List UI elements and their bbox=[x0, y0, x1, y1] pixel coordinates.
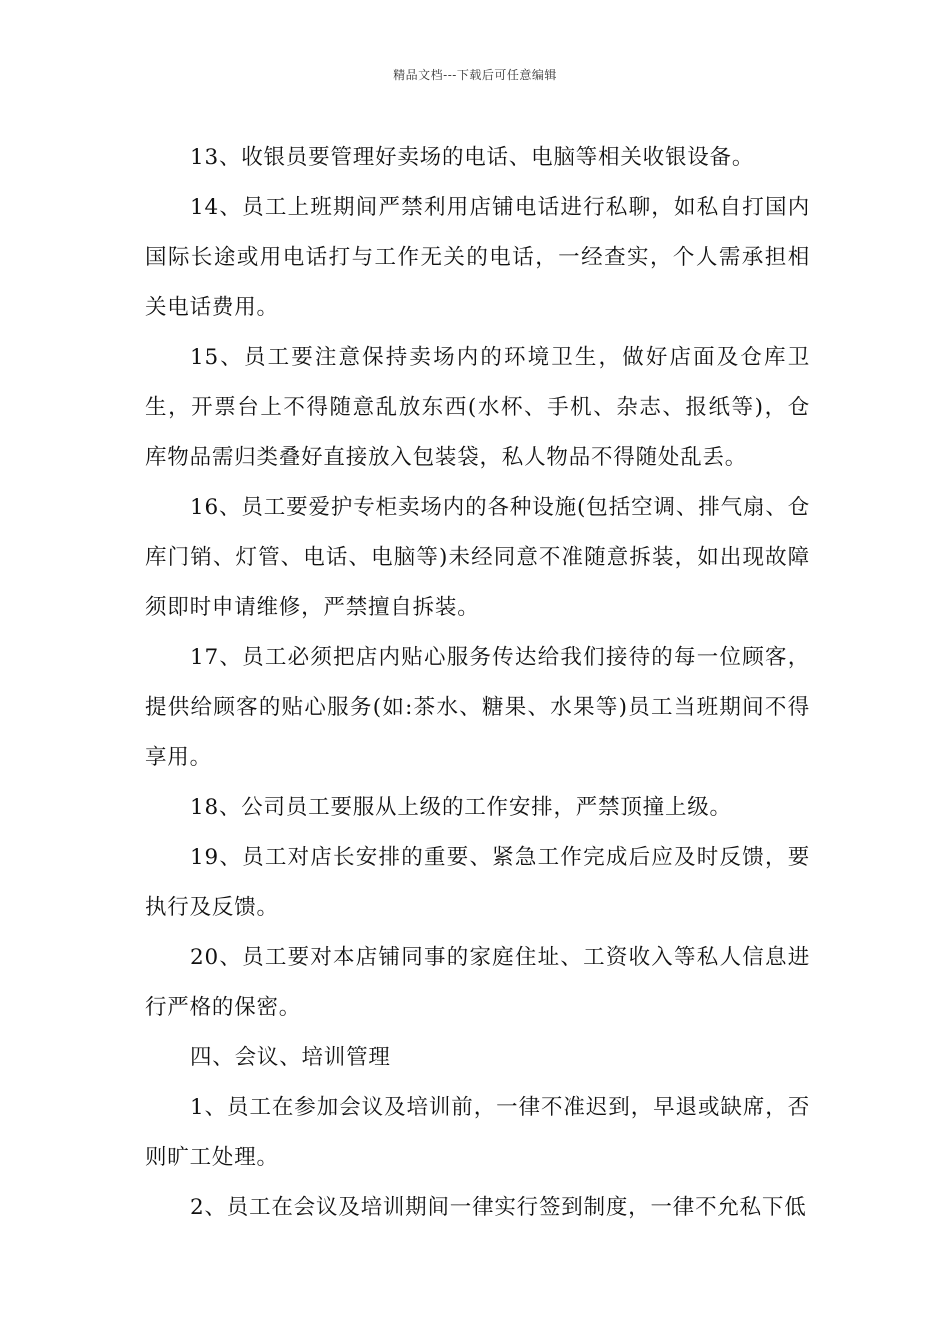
document-body bbox=[145, 133, 810, 1233]
page-header: 精品文档---下载后可任意编辑 bbox=[393, 68, 557, 82]
paragraph-meeting-2: 2、员工在会议及培训期间一律实行签到制度，一律不允私下低 bbox=[190, 1195, 807, 1220]
paragraph-meeting-1: 1、员工在参加会议及培训前，一律不准迟到，早退或缺席，否则旷工处理。 bbox=[145, 1095, 810, 1170]
paragraph-17: 17、员工必须把店内贴心服务传达给我们接待的每一位顾客，提供给顾客的贴心服务(如:茶水、糖果、水果等)员工当班期间不得享用。 bbox=[145, 645, 810, 770]
paragraph-13: 13、收银员要管理好卖场的电话、电脑等相关收银设备。 bbox=[190, 145, 755, 170]
paragraph-19: 19、员工对店长安排的重要、紧急工作完成后应及时反馈，要执行及反馈。 bbox=[145, 845, 810, 920]
paragraph-16: 16、员工要爱护专柜卖场内的各种设施(包括空调、排气扇、仓库门销、灯管、电话、电脑等)未经同意不准随意拆装，如出现故障须即时申请维修，严禁擅自拆装。 bbox=[145, 495, 810, 620]
paragraph-15: 15、员工要注意保持卖场内的环境卫生，做好店面及仓库卫生，开票台上不得随意乱放东西(水杯、手机、杂志、报纸等)，仓库物品需归类叠好直接放入包装袋，私人物品不得随处乱丢。 bbox=[145, 345, 810, 470]
paragraph-20: 20、员工要对本店铺同事的家庭住址、工资收入等私人信息进行严格的保密。 bbox=[145, 945, 810, 1020]
paragraph-14: 14、员工上班期间严禁利用店铺电话进行私聊，如私自打国内国际长途或用电话打与工作无关的电话，一经查实，个人需承担相关电话费用。 bbox=[145, 195, 810, 320]
section-heading-meeting-training: 四、会议、培训管理 bbox=[190, 1045, 391, 1070]
paragraph-18: 18、公司员工要服从上级的工作安排，严禁顶撞上级。 bbox=[190, 795, 732, 820]
